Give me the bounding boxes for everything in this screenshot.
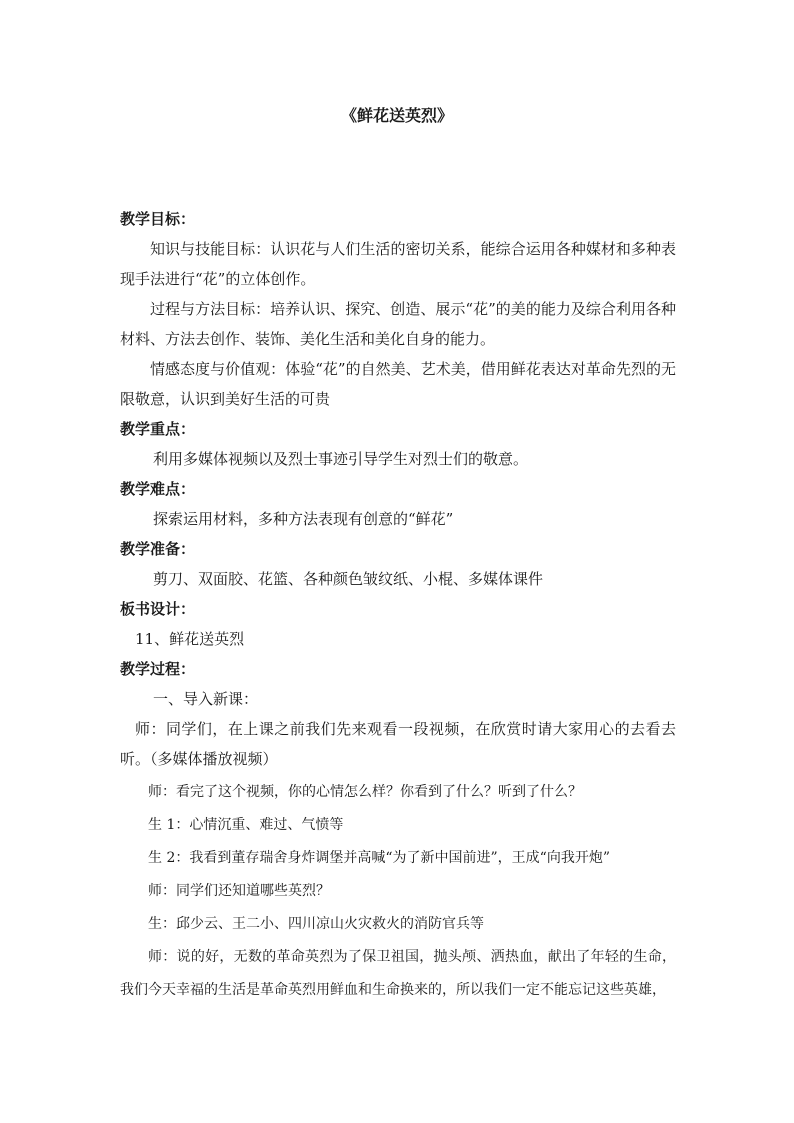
student-line-1: 生 1：心情沉重、难过、气愤等	[148, 817, 344, 833]
teacher-line-3: 师：同学们还知道哪些英烈？	[148, 883, 330, 899]
key-points-text: 利用多媒体视频以及烈士事迹引导学生对烈士们的敬意。	[153, 450, 529, 468]
step-intro: 一、导入新课：	[153, 690, 259, 708]
difficulty-text: 探索运用材料，多种方法表现有创意的“鲜花”	[153, 510, 454, 528]
student-line-2: 生 2：我看到董存瑞舍身炸调堡并高喊“为了新中国前进”，王成“向我开炮”	[148, 850, 610, 866]
preparation-heading: 教学准备：	[120, 540, 196, 558]
goal-emotion-paragraph: 情感态度与价值观：体验“花”的自然美、艺术美，借用鲜花表达对革命先烈的无限敬意，认识到美好生活的可贵	[120, 360, 676, 408]
teacher-line-2: 师：看完了这个视频，你的心情怎么样？你看到了什么？听到了什么？	[148, 784, 582, 800]
board-design-text: 11、鲜花送英烈	[135, 630, 245, 648]
teacher-line-4: 师：说的好，无数的革命英烈为了保卫祖国，抛头颅、洒热血，献出了年轻的生命，我们今天幸福的生活是革命英烈用鲜血和生命换来的，所以我们一定不能忘记这些英雄，	[120, 949, 676, 998]
difficulty-heading: 教学难点：	[120, 480, 196, 498]
goal-process-paragraph: 过程与方法目标：培养认识、探究、创造、展示“花”的美的能力及综合利用各种材料、方法去创作、装饰、美化生活和美化自身的能力。	[120, 300, 676, 348]
document-body	[120, 204, 676, 1007]
teacher-line-1: 师：同学们，在上课之前我们先来观看一段视频，在欣赏时请大家用心的去看去听。（多媒体播放视频）	[120, 720, 676, 768]
board-design-heading: 板书设计：	[120, 600, 196, 618]
goal-knowledge-paragraph: 知识与技能目标：认识花与人们生活的密切关系，能综合运用各种媒材和多种表现手法进行“花”的立体创作。	[120, 240, 676, 288]
student-line-3: 生：邱少云、王二小、四川凉山火灾救火的消防官兵等	[148, 916, 484, 932]
process-heading: 教学过程：	[120, 660, 196, 678]
preparation-text: 剪刀、双面胶、花篮、各种颜色皱纹纸、小棍、多媒体课件	[153, 570, 544, 588]
goals-heading: 教学目标：	[120, 210, 196, 228]
document-title: 《鲜花送英烈》	[340, 106, 453, 125]
key-points-heading: 教学重点：	[120, 420, 196, 438]
